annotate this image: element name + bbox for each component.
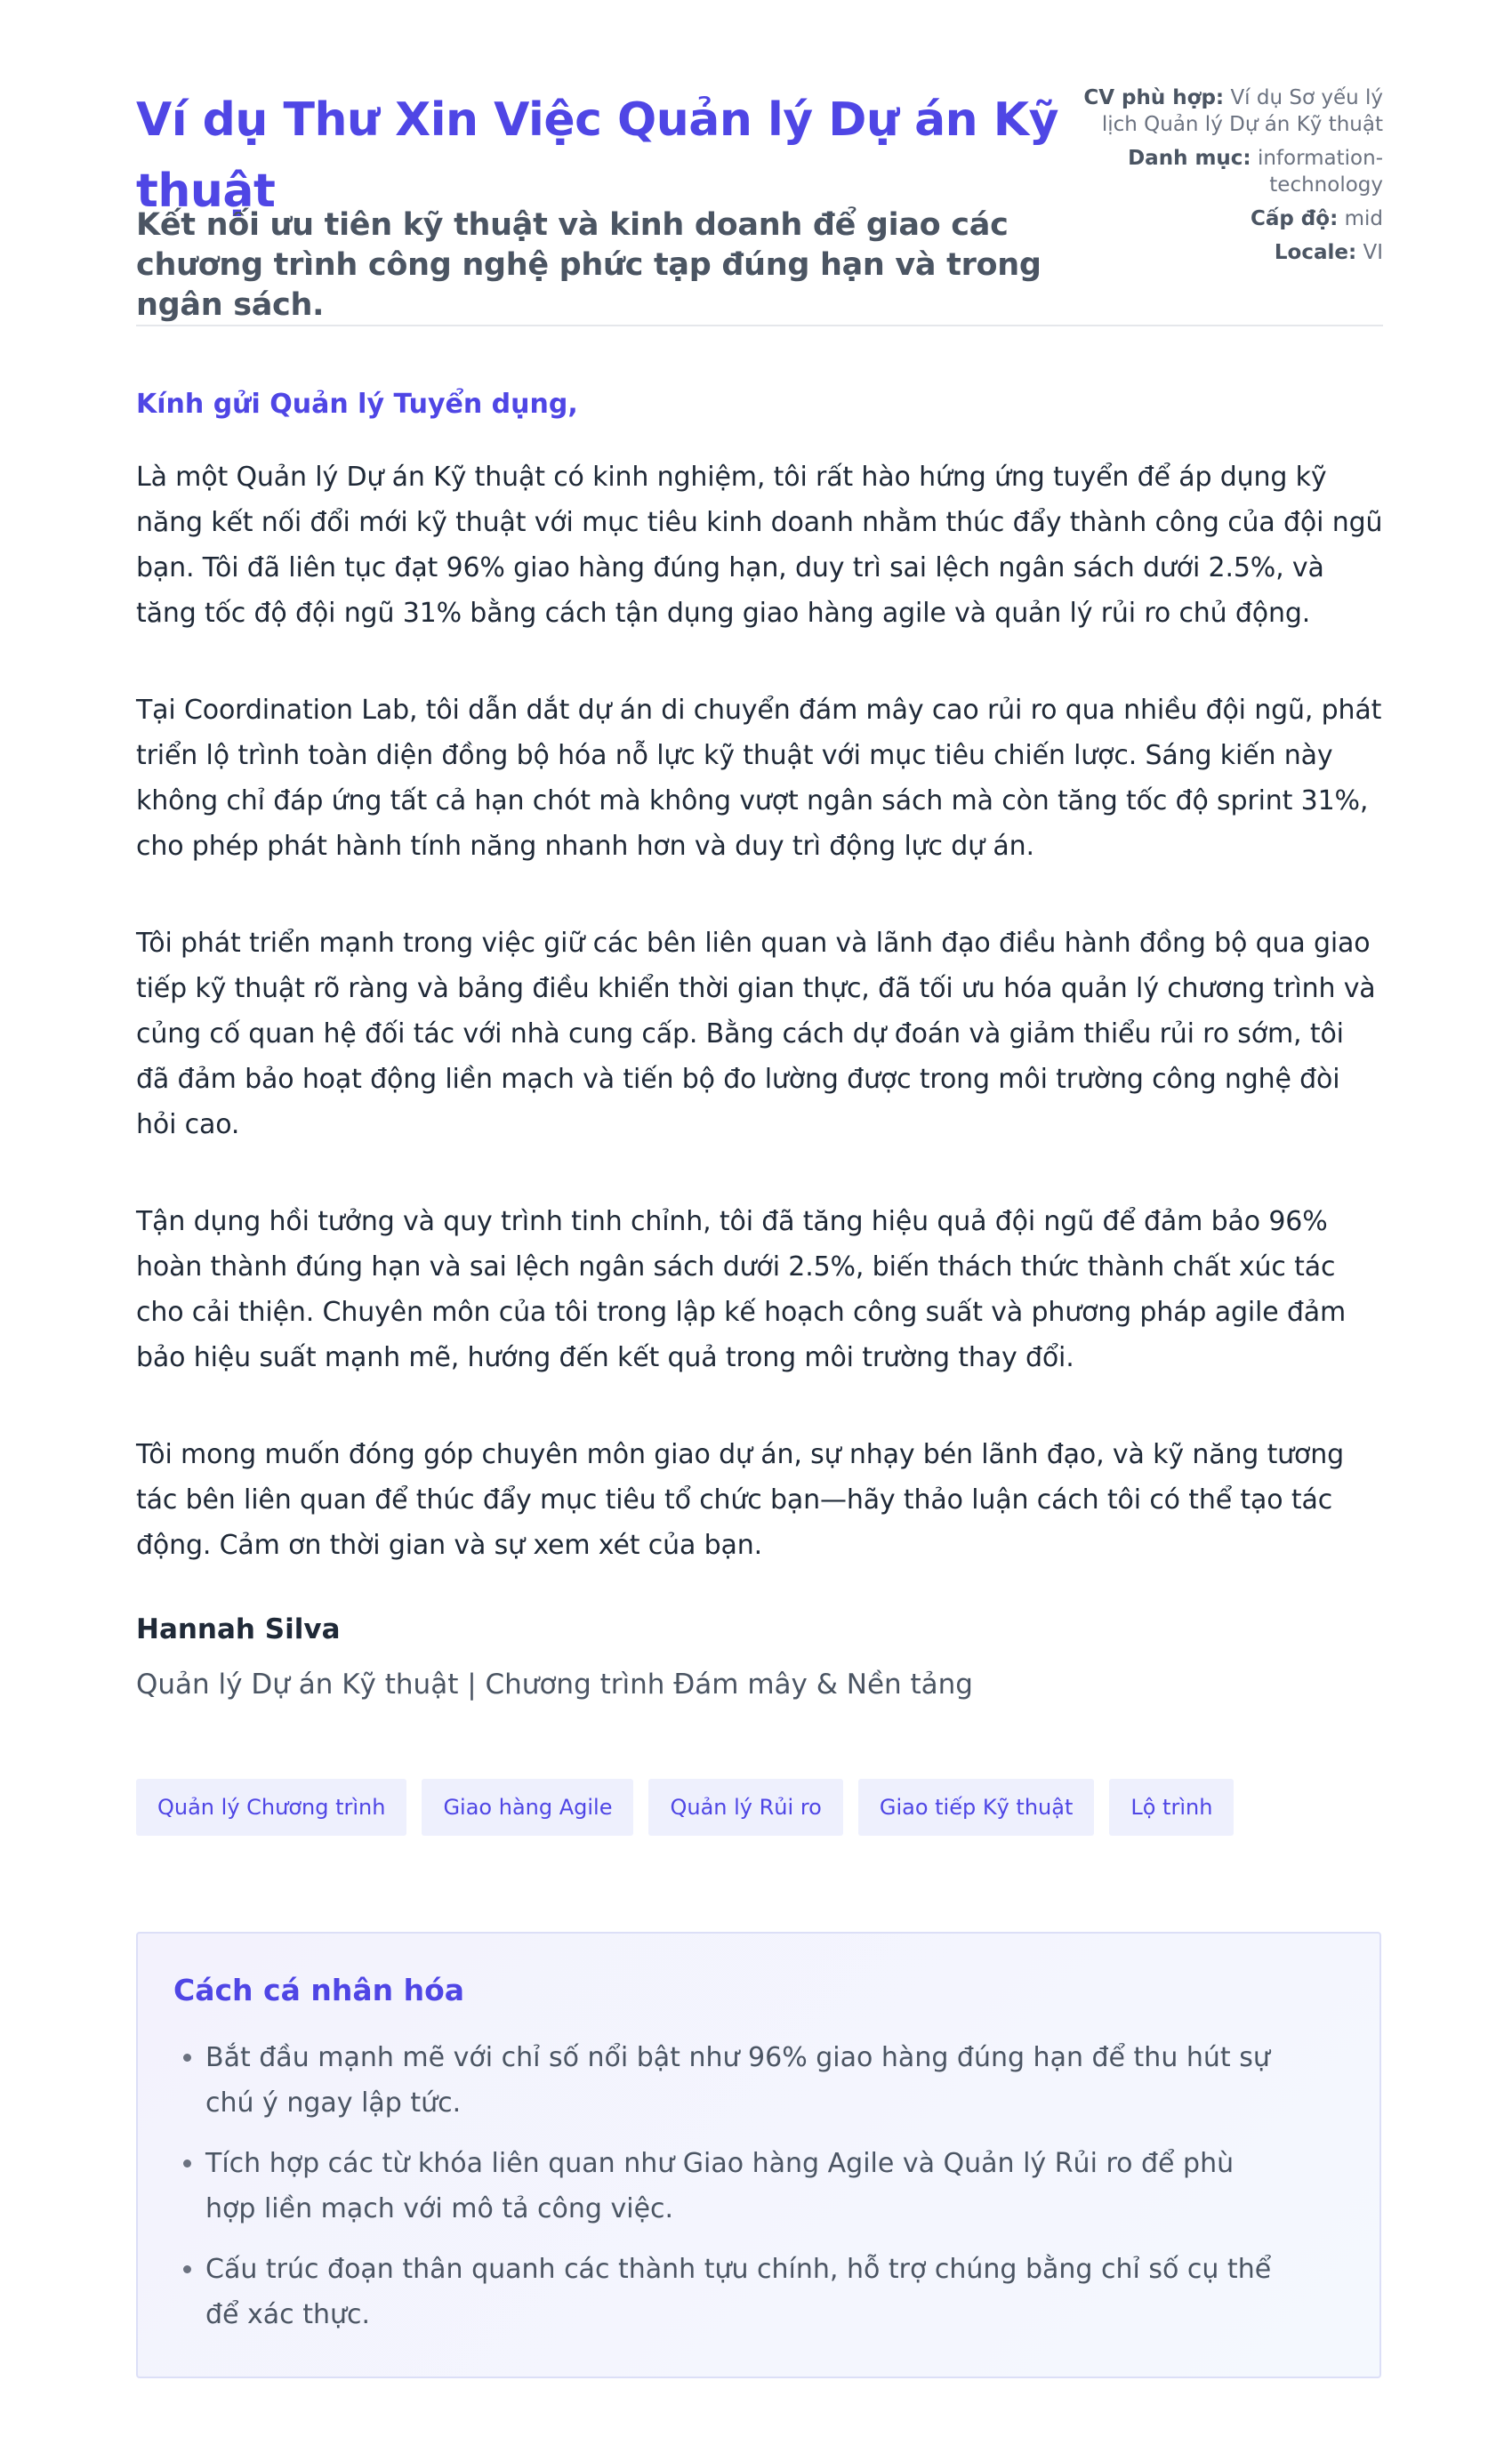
meta-cv-label: CV phù hợp: bbox=[1083, 86, 1225, 109]
meta-cv-link[interactable]: Ví dụ Sơ yếu lý lịch Quản lý Dự án Kỹ thuật bbox=[1101, 86, 1383, 136]
letter-paragraph: Tại Coordination Lab, tôi dẫn dắt dự án di chuyển đám mây cao rủi ro qua nhiều đội ngũ, phát triển lộ trình toàn diện đồng bộ hóa nỗ lực kỹ thuật với mục tiêu chiến lược. Sáng kiến này không chỉ đáp ứng tất cả hạn chót mà không vượt ngân sách mà còn tăng tốc độ sprint 31%, cho phép phát hành tính năng nhanh hơn và duy trì động lực dự án. bbox=[136, 695, 1382, 862]
signer-name: Hannah Silva bbox=[136, 1613, 341, 1645]
header-divider bbox=[136, 325, 1383, 326]
meta-category-value: information-technology bbox=[1257, 147, 1383, 197]
letter-paragraph: Tôi mong muốn đóng góp chuyên môn giao dự án, sự nhạy bén lãnh đạo, và kỹ năng tương tác bên liên quan để thúc đẩy mục tiêu tổ chức bạn—hãy thảo luận cách tôi có thể tạo tác động. Cảm ơn thời gian và sự xem xét của bạn. bbox=[136, 1439, 1345, 1561]
page-subtitle: Kết nối ưu tiên kỹ thuật và kinh doanh để giao các chương trình công nghệ phức tạp đúng hạn và trong ngân sách. bbox=[136, 207, 1042, 323]
tips-title: Cách cá nhân hóa bbox=[173, 1973, 465, 2007]
letter-paragraph: Tôi phát triển mạnh trong việc giữ các bên liên quan và lãnh đạo điều hành đồng bộ qua giao tiếp kỹ thuật rõ ràng và bảng điều khiển thời gian thực, đã tối ưu hóa quản lý chương trình và củng cố quan hệ đối tác với nhà cung cấp. Bằng cách dự đoán và giảm thiểu rủi ro sớm, tôi đã đảm bảo hoạt động liền mạch và tiến bộ đo lường được trong môi trường công nghệ đòi hỏi cao. bbox=[136, 928, 1376, 1140]
letter-paragraph: Là một Quản lý Dự án Kỹ thuật có kinh nghiệm, tôi rất hào hứng ứng tuyển để áp dụng kỹ năng kết nối đổi mới kỹ thuật với mục tiêu kinh doanh nhằm thúc đẩy thành công của đội ngũ bạn. Tôi đã liên tục đạt 96% giao hàng đúng hạn, duy trì sai lệch ngân sách dưới 2.5%, và tăng tốc độ đội ngũ 31% bằng cách tận dụng giao hàng agile và quản lý rủi ro chủ động. bbox=[136, 462, 1383, 629]
skill-tag[interactable]: Quản lý Chương trình bbox=[136, 1779, 406, 1836]
personalization-tips-box bbox=[136, 1932, 1381, 2378]
meta-locale-value: VI bbox=[1363, 241, 1383, 264]
meta-panel bbox=[1081, 84, 1383, 273]
skill-tags bbox=[136, 1779, 1383, 1836]
skill-tag[interactable]: Giao tiếp Kỹ thuật bbox=[858, 1779, 1095, 1836]
meta-locale-label: Locale: bbox=[1274, 241, 1357, 264]
skill-tag[interactable]: Giao hàng Agile bbox=[422, 1779, 633, 1836]
page-title: Ví dụ Thư Xin Việc Quản lý Dự án Kỹ thuật bbox=[136, 93, 1058, 218]
meta-level-value: mid bbox=[1344, 207, 1383, 230]
tips-list bbox=[173, 2035, 1344, 2337]
tip-item: • Bắt đầu mạnh mẽ với chỉ số nổi bật như 96% giao hàng đúng hạn để thu hút sự chú ý ngay lập tức. bbox=[205, 2035, 1344, 2126]
meta-level bbox=[1081, 205, 1383, 232]
letter-body bbox=[136, 385, 1383, 1620]
letter-salutation: Kính gửi Quản lý Tuyển dụng, bbox=[136, 389, 578, 420]
meta-level-label: Cấp độ: bbox=[1250, 207, 1339, 230]
signer-title: Quản lý Dự án Kỹ thuật | Chương trình Đám mây & Nền tảng bbox=[136, 1669, 973, 1701]
letter-paragraph: Tận dụng hồi tưởng và quy trình tinh chỉnh, tôi đã tăng hiệu quả đội ngũ để đảm bảo 96% hoàn thành đúng hạn và sai lệch ngân sách dưới 2.5%, biến thách thức thành chất xúc tác cho cải thiện. Chuyên môn của tôi trong lập kế hoạch công suất và phương pháp agile đảm bảo hiệu suất mạnh mẽ, hướng đến kết quả trong môi trường thay đổi. bbox=[136, 1206, 1347, 1373]
meta-cv bbox=[1081, 84, 1383, 138]
tip-item: • Cấu trúc đoạn thân quanh các thành tựu chính, hỗ trợ chúng bằng chỉ số cụ thể để xác thực. bbox=[205, 2247, 1344, 2337]
meta-locale bbox=[1081, 239, 1383, 266]
meta-category bbox=[1081, 145, 1383, 198]
skill-tag[interactable]: Quản lý Rủi ro bbox=[648, 1779, 842, 1836]
tip-item: • Tích hợp các từ khóa liên quan như Giao hàng Agile và Quản lý Rủi ro để phù hợp liền mạch với mô tả công việc. bbox=[205, 2141, 1344, 2232]
meta-category-label: Danh mục: bbox=[1128, 147, 1251, 170]
skill-tag[interactable]: Lộ trình bbox=[1109, 1779, 1234, 1836]
